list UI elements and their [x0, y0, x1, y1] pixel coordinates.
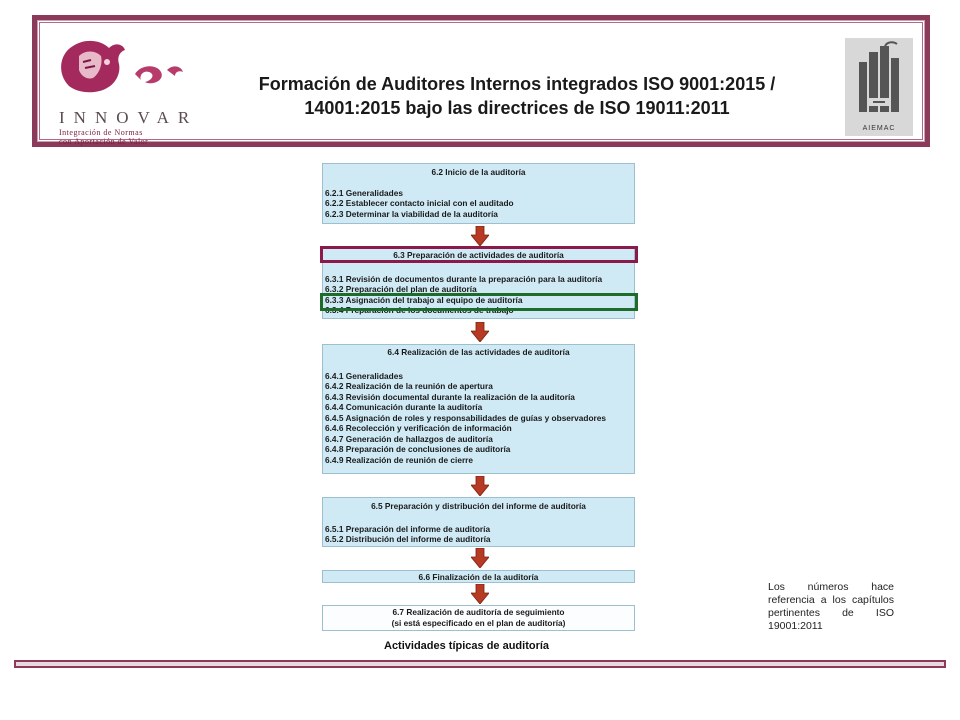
box-title-line-2: (si está especificado en el plan de auditoría): [391, 617, 566, 628]
box-auditoria-seguimiento: [322, 605, 635, 631]
box-title: 6.2 Inicio de la auditoría: [431, 167, 526, 177]
aiemac-logo-label: AIEMAC: [862, 125, 896, 132]
list-item: 6.5.2 Distribución del informe de auditoría: [325, 534, 491, 544]
down-arrow-icon: [471, 548, 489, 568]
footer-bar: [14, 660, 946, 668]
down-arrow-icon: [471, 226, 489, 246]
list-item: 6.2.1 Generalidades: [325, 187, 403, 198]
reference-note: Los números hace referencia a los capítulos pertinentes de ISO 19001:2011: [768, 581, 894, 632]
aiemac-logo: [845, 38, 913, 136]
list-item: 6.3.2 Preparación del plan de auditoría: [325, 284, 477, 294]
down-arrow-icon: [471, 584, 489, 604]
box-title: 6.6 Finalización de la auditoría: [418, 572, 539, 582]
list-item: 6.4.1 Generalidades: [325, 370, 403, 381]
list-item: 6.4.8 Preparación de conclusiones de auditoría: [325, 444, 511, 454]
title-line-1: Formación de Auditores Internos integrados ISO 9001:2015 /: [258, 74, 776, 94]
box-informe-auditoria: [322, 497, 635, 547]
list-item: 6.3.1 Revisión de documentos durante la preparación para la auditoría: [325, 273, 603, 284]
list-item: 6.3.4 Preparación de los documentos de trabajo: [325, 305, 514, 315]
diagram-caption: Actividades típicas de auditoría: [384, 640, 550, 652]
list-item: 6.4.7 Generación de hallazgos de auditoría: [325, 433, 493, 444]
list-item: 6.3.3 Asignación del trabajo al equipo de auditoría: [325, 294, 523, 305]
list-item: 6.5.1 Preparación del informe de auditoría: [325, 523, 491, 534]
tagline-line-2: con Aportación de Valor: [59, 137, 149, 146]
box-title-line-1: 6.7 Realización de auditoría de seguimiento: [392, 607, 565, 617]
page-title: [217, 72, 817, 120]
aiemac-building-icon: [845, 38, 913, 118]
innovar-logo-name: INNOVAR: [59, 108, 199, 127]
list-item: 6.4.4 Comunicación durante la auditoría: [325, 402, 483, 412]
list-item: 6.2.2 Establecer contacto inicial con el auditado: [325, 198, 514, 208]
innovar-face-emblem: [49, 34, 189, 108]
innovar-logo: [49, 34, 199, 144]
box-title: 6.4 Realización de las actividades de auditoría: [387, 347, 570, 357]
item-highlight-frame: [320, 293, 638, 311]
box-finalizacion-auditoria: [322, 570, 635, 583]
box-title: 6.5 Preparación y distribución del informe de auditoría: [371, 501, 586, 511]
section-highlight-frame: [320, 246, 638, 263]
list-item: 6.4.6 Recolección y verificación de información: [325, 423, 512, 433]
box-title: 6.3 Preparación de actividades de auditoría: [393, 250, 564, 260]
list-item: 6.2.3 Determinar la viabilidad de la auditoría: [325, 208, 498, 219]
list-item: 6.4.2 Realización de la reunión de apertura: [325, 381, 493, 391]
down-arrow-icon: [471, 476, 489, 496]
box-realizacion-actividades: [322, 344, 635, 474]
innovar-logo-tagline: [59, 128, 199, 146]
list-item: 6.4.3 Revisión documental durante la realización de la auditoría: [325, 391, 575, 402]
down-arrow-icon: [471, 322, 489, 342]
tagline-line-1: Integración de Normas: [59, 128, 143, 137]
list-item: 6.4.9 Realización de reunión de cierre: [325, 454, 474, 465]
title-line-2: 14001:2015 bajo las directrices de ISO 19011:2011: [304, 98, 730, 118]
list-item: 6.4.5 Asignación de roles y responsabilidades de guías y observadores: [325, 412, 606, 423]
box-inicio-auditoria: [322, 163, 635, 224]
header-banner: [32, 15, 930, 147]
